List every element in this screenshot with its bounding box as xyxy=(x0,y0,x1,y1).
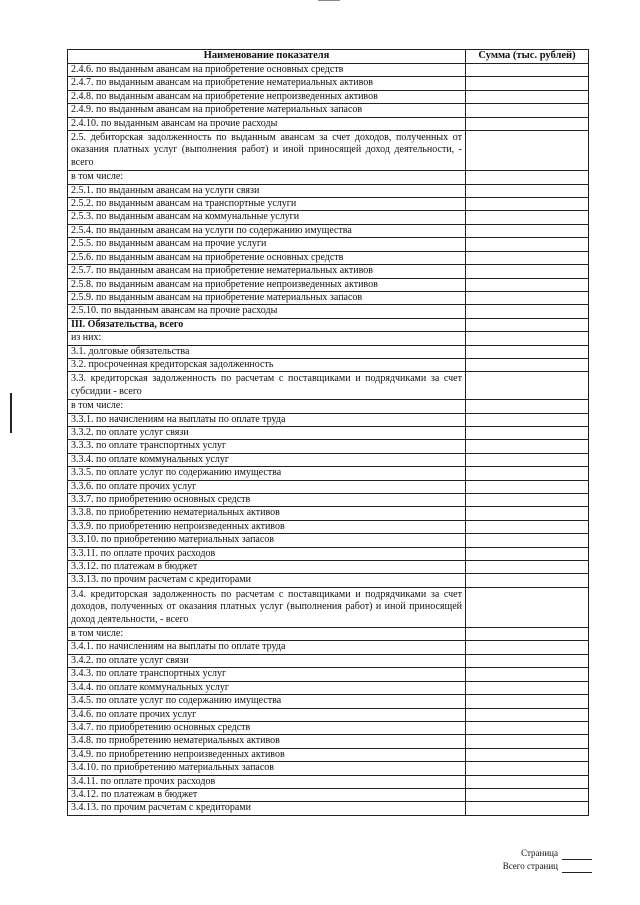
page-number-field[interactable] xyxy=(562,849,592,860)
table-row xyxy=(68,318,589,331)
sum-value-cell[interactable] xyxy=(466,735,589,748)
table-row xyxy=(68,507,589,520)
indicator-name-cell: 2.5.8. по выданным авансам на приобретение непроизведенных активов xyxy=(68,278,466,291)
indicator-name-cell: 2.4.8. по выданным авансам на приобретение непроизведенных активов xyxy=(68,90,466,103)
indicator-name-cell: 3.3.12. по платежам в бюджет xyxy=(68,561,466,574)
table-row xyxy=(68,668,589,681)
indicator-name-cell: 2.5.1. по выданным авансам на услуги связи xyxy=(68,184,466,197)
table-row xyxy=(68,641,589,654)
table-row xyxy=(68,681,589,694)
sum-value-cell[interactable] xyxy=(466,440,589,453)
sum-value-cell[interactable] xyxy=(466,762,589,775)
page-label: Страница xyxy=(521,848,558,858)
table-row xyxy=(68,788,589,801)
sum-value-cell[interactable] xyxy=(466,708,589,721)
sum-value-cell[interactable] xyxy=(466,587,589,627)
indicator-name-cell: 2.5.10. по выданным авансам на прочие расходы xyxy=(68,305,466,318)
indicator-name-cell: 3.2. просроченная кредиторская задолженность xyxy=(68,358,466,371)
sum-value-cell[interactable] xyxy=(466,775,589,788)
indicator-name-cell: 3.3.10. по приобретению материальных запасов xyxy=(68,534,466,547)
sum-value-cell[interactable] xyxy=(466,654,589,667)
table-header-row xyxy=(68,50,589,64)
sum-value-cell[interactable] xyxy=(466,90,589,103)
sum-value-cell[interactable] xyxy=(466,574,589,587)
table-row xyxy=(68,400,589,413)
sum-value-cell[interactable] xyxy=(466,467,589,480)
sum-value-cell[interactable] xyxy=(466,318,589,331)
indicator-name-cell: 2.4.9. по выданным авансам на приобретение материальных запасов xyxy=(68,104,466,117)
table-row xyxy=(68,224,589,237)
indicator-name-cell: 3.4.12. по платежам в бюджет xyxy=(68,788,466,801)
table-row xyxy=(68,654,589,667)
indicator-name-cell: 3.4.10. по приобретению материальных запасов xyxy=(68,762,466,775)
table-row xyxy=(68,77,589,90)
indicator-name-cell: 3.3.6. по оплате прочих услуг xyxy=(68,480,466,493)
table-row xyxy=(68,372,589,400)
sum-value-cell[interactable] xyxy=(466,681,589,694)
indicator-name-cell: 3.4.5. по оплате услуг по содержанию имущества xyxy=(68,695,466,708)
table-row xyxy=(68,775,589,788)
sum-value-cell[interactable] xyxy=(466,561,589,574)
sum-value-cell[interactable] xyxy=(466,305,589,318)
indicator-name-cell: 3.3.4. по оплате коммунальных услуг xyxy=(68,453,466,466)
table-row xyxy=(68,238,589,251)
indicator-name-cell: 3.4.1. по начислениям на выплаты по оплате труда xyxy=(68,641,466,654)
sum-value-cell[interactable] xyxy=(466,494,589,507)
sum-value-cell[interactable] xyxy=(466,117,589,130)
indicator-name-cell: из них: xyxy=(68,332,466,345)
indicator-name-cell: 3.3.7. по приобретению основных средств xyxy=(68,494,466,507)
indicator-name-cell: 3.4. кредиторская задолженность по расчетам с поставщиками и подрядчиками за счет доходов, полученных от оказания платных услуг (выполнения работ) и иной приносящей доход деятельности, - всего xyxy=(68,587,466,627)
indicator-name-cell: 3.3.13. по прочим расчетам с кредиторами xyxy=(68,574,466,587)
sum-value-cell[interactable] xyxy=(466,345,589,358)
indicator-name-cell: 3.4.6. по оплате прочих услуг xyxy=(68,708,466,721)
indicator-name-cell: 2.5. дебиторская задолженность по выданным авансам за счет доходов, полученных от оказания платных услуг (выполнения работ) и иной приносящей доход деятельности, - всего xyxy=(68,131,466,171)
indicator-name-cell: 3.4.8. по приобретению нематериальных активов xyxy=(68,735,466,748)
indicator-name-cell: 3.3.3. по оплате транспортных услуг xyxy=(68,440,466,453)
table-row xyxy=(68,131,589,171)
sum-value-cell[interactable] xyxy=(466,291,589,304)
table-row xyxy=(68,413,589,426)
table-row xyxy=(68,695,589,708)
indicator-name-cell: 2.5.7. по выданным авансам на приобретение нематериальных активов xyxy=(68,265,466,278)
indicator-name-cell: 3.3. кредиторская задолженность по расчетам с поставщиками и подрядчиками за счет субсидии - всего xyxy=(68,372,466,400)
sum-value-cell[interactable] xyxy=(466,534,589,547)
sum-value-cell[interactable] xyxy=(466,224,589,237)
sum-value-cell[interactable] xyxy=(466,507,589,520)
indicator-name-cell: 3.4.4. по оплате коммунальных услуг xyxy=(68,681,466,694)
indicator-name-cell: 3.3.5. по оплате услуг по содержанию имущества xyxy=(68,467,466,480)
scan-top-mark xyxy=(318,0,340,1)
indicator-name-cell: 3.4.7. по приобретению основных средств xyxy=(68,721,466,734)
table-row xyxy=(68,104,589,117)
indicator-name-cell: 3.3.2. по оплате услуг связи xyxy=(68,426,466,439)
page-footer xyxy=(462,847,592,873)
indicator-name-cell: 2.5.5. по выданным авансам на прочие услуги xyxy=(68,238,466,251)
indicator-name-cell: 2.4.10. по выданным авансам на прочие расходы xyxy=(68,117,466,130)
sum-value-cell[interactable] xyxy=(466,413,589,426)
sum-value-cell[interactable] xyxy=(466,400,589,413)
indicators-table xyxy=(67,49,589,816)
table-row xyxy=(68,587,589,627)
table-row xyxy=(68,198,589,211)
table-row xyxy=(68,211,589,224)
table-row xyxy=(68,534,589,547)
table-row xyxy=(68,748,589,761)
total-pages-field[interactable] xyxy=(562,862,592,873)
sum-value-cell[interactable] xyxy=(466,265,589,278)
table-row xyxy=(68,184,589,197)
sum-value-cell[interactable] xyxy=(466,358,589,371)
indicator-name-cell: 2.4.6. по выданным авансам на приобретение основных средств xyxy=(68,64,466,77)
indicator-name-cell: 2.5.3. по выданным авансам на коммунальные услуги xyxy=(68,211,466,224)
table-row xyxy=(68,278,589,291)
indicator-name-cell: 3.3.11. по оплате прочих расходов xyxy=(68,547,466,560)
sum-value-cell[interactable] xyxy=(466,238,589,251)
total-pages-label: Всего страниц xyxy=(502,861,558,871)
table-row xyxy=(68,628,589,641)
indicator-name-cell: 3.4.13. по прочим расчетам с кредиторами xyxy=(68,802,466,815)
indicator-name-cell: 2.5.2. по выданным авансам на транспортные услуги xyxy=(68,198,466,211)
sum-value-cell[interactable] xyxy=(466,480,589,493)
table-row xyxy=(68,345,589,358)
table-row xyxy=(68,426,589,439)
table-row xyxy=(68,332,589,345)
sum-value-cell[interactable] xyxy=(466,64,589,77)
sum-value-cell[interactable] xyxy=(466,372,589,400)
indicator-name-cell: 3.3.8. по приобретению нематериальных активов xyxy=(68,507,466,520)
indicator-name-cell: 3.3.1. по начислениям на выплаты по оплате труда xyxy=(68,413,466,426)
total-pages-row xyxy=(462,860,592,873)
indicator-name-cell: 2.5.9. по выданным авансам на приобретение материальных запасов xyxy=(68,291,466,304)
table-row xyxy=(68,440,589,453)
sum-value-cell[interactable] xyxy=(466,628,589,641)
indicator-name-cell: в том числе: xyxy=(68,628,466,641)
sum-value-cell[interactable] xyxy=(466,520,589,533)
indicator-name-cell: 2.5.4. по выданным авансам на услуги по содержанию имущества xyxy=(68,224,466,237)
table-row xyxy=(68,762,589,775)
indicator-name-cell: 3.4.11. по оплате прочих расходов xyxy=(68,775,466,788)
indicator-name-cell: 3.3.9. по приобретению непроизведенных активов xyxy=(68,520,466,533)
column-header-name: Наименование показателя xyxy=(68,50,466,64)
table-row xyxy=(68,480,589,493)
table-row xyxy=(68,721,589,734)
sum-value-cell[interactable] xyxy=(466,748,589,761)
table-row xyxy=(68,708,589,721)
table-row xyxy=(68,64,589,77)
sum-value-cell[interactable] xyxy=(466,695,589,708)
indicator-name-cell: в том числе: xyxy=(68,400,466,413)
table-row xyxy=(68,291,589,304)
indicator-name-cell: 2.4.7. по выданным авансам на приобретение нематериальных активов xyxy=(68,77,466,90)
table-row xyxy=(68,735,589,748)
sum-value-cell[interactable] xyxy=(466,198,589,211)
sum-value-cell[interactable] xyxy=(466,131,589,171)
table-row xyxy=(68,90,589,103)
column-header-sum: Сумма (тыс. рублей) xyxy=(466,50,589,64)
sum-value-cell[interactable] xyxy=(466,171,589,184)
indicator-name-cell: 3.4.3. по оплате транспортных услуг xyxy=(68,668,466,681)
table-row xyxy=(68,520,589,533)
sum-value-cell[interactable] xyxy=(466,332,589,345)
scan-margin-mark xyxy=(10,393,12,433)
sum-value-cell[interactable] xyxy=(466,211,589,224)
sum-value-cell[interactable] xyxy=(466,668,589,681)
table-row xyxy=(68,494,589,507)
sum-value-cell[interactable] xyxy=(466,802,589,815)
table-row xyxy=(68,802,589,815)
table-row xyxy=(68,265,589,278)
indicator-name-cell: 2.5.6. по выданным авансам на приобретение основных средств xyxy=(68,251,466,264)
table-row xyxy=(68,251,589,264)
page-number-row xyxy=(462,847,592,860)
sum-value-cell[interactable] xyxy=(466,278,589,291)
indicator-name-cell: в том числе: xyxy=(68,171,466,184)
indicator-name-cell: III. Обязательства, всего xyxy=(68,318,466,331)
indicator-name-cell: 3.4.2. по оплате услуг связи xyxy=(68,654,466,667)
table-row xyxy=(68,171,589,184)
sum-value-cell[interactable] xyxy=(466,184,589,197)
sum-value-cell[interactable] xyxy=(466,547,589,560)
indicator-name-cell: 3.4.9. по приобретению непроизведенных активов xyxy=(68,748,466,761)
sum-value-cell[interactable] xyxy=(466,251,589,264)
indicator-name-cell: 3.1. долговые обязательства xyxy=(68,345,466,358)
table-body xyxy=(68,64,589,816)
sum-value-cell[interactable] xyxy=(466,641,589,654)
table-row xyxy=(68,305,589,318)
table-row xyxy=(68,574,589,587)
sum-value-cell[interactable] xyxy=(466,453,589,466)
sum-value-cell[interactable] xyxy=(466,426,589,439)
sum-value-cell[interactable] xyxy=(466,104,589,117)
sum-value-cell[interactable] xyxy=(466,788,589,801)
table-row xyxy=(68,467,589,480)
table-row xyxy=(68,358,589,371)
table-row xyxy=(68,453,589,466)
table-row xyxy=(68,547,589,560)
table-row xyxy=(68,561,589,574)
sum-value-cell[interactable] xyxy=(466,721,589,734)
sum-value-cell[interactable] xyxy=(466,77,589,90)
table-row xyxy=(68,117,589,130)
